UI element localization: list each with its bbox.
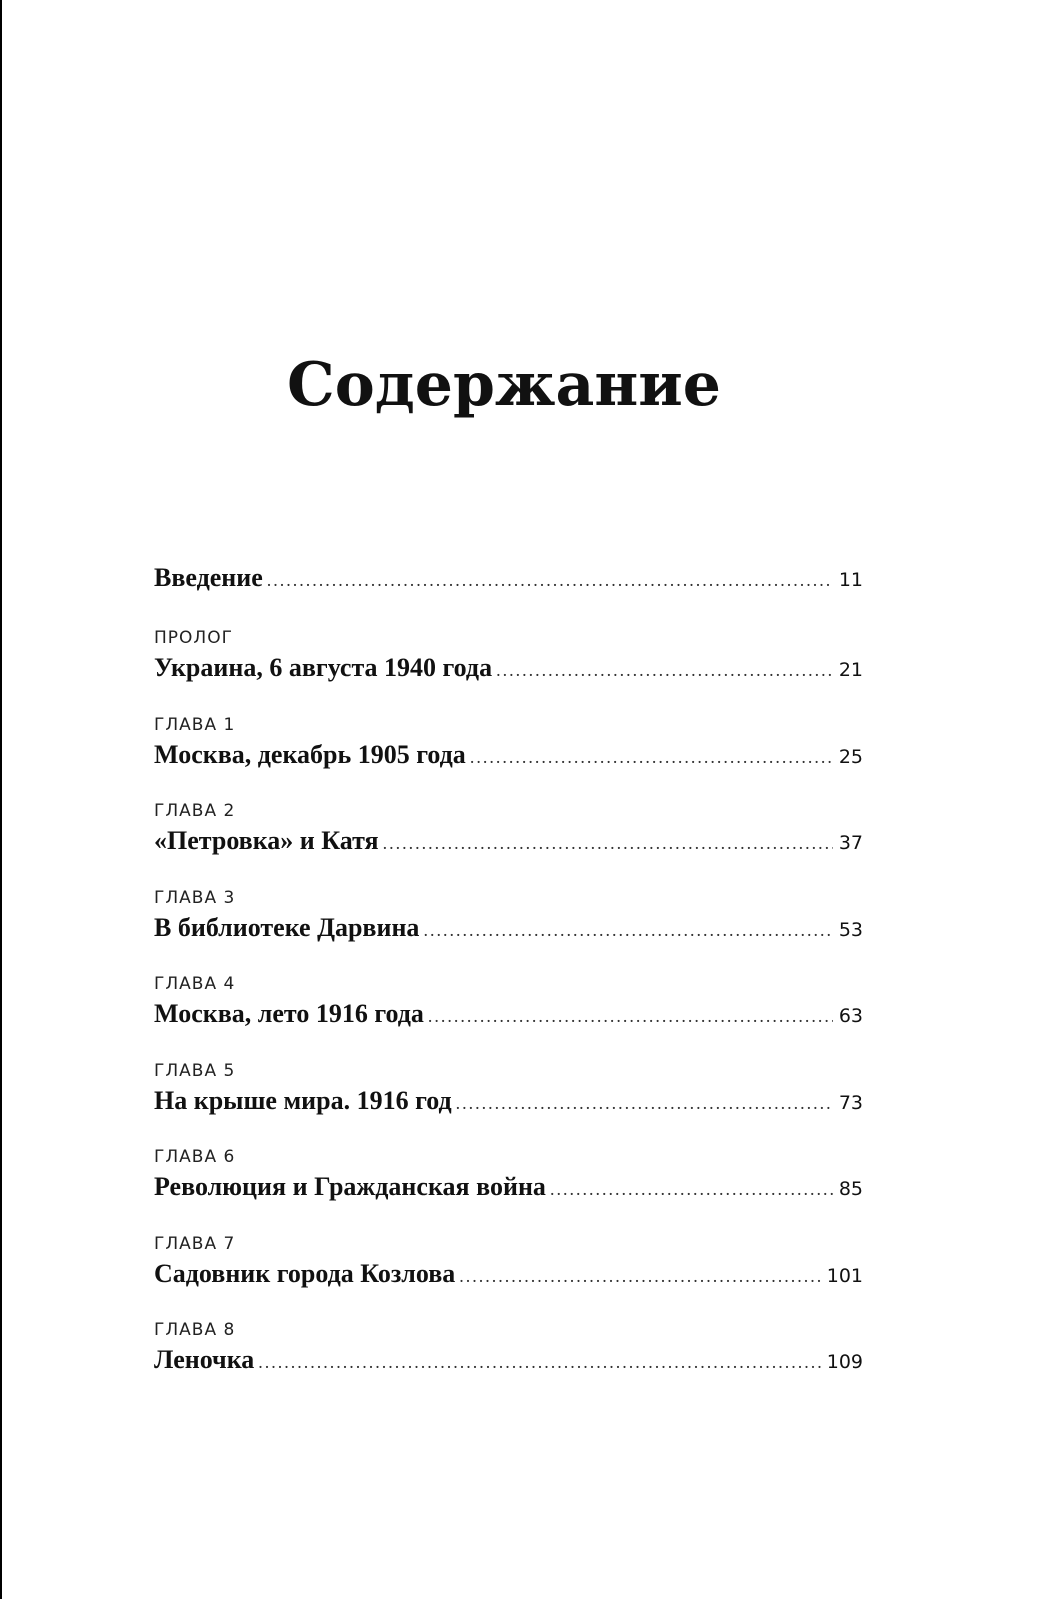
toc-entry-page-number: 63 (838, 1005, 863, 1027)
dot-leader (423, 920, 832, 941)
toc-entry-page-number: 11 (838, 569, 863, 591)
dot-leader (496, 660, 833, 681)
toc-entry-chapter-4[interactable] (154, 974, 863, 1030)
toc-entry-title: На крыше мира. 1916 год (154, 1086, 452, 1115)
toc-entry-prologue[interactable] (154, 628, 863, 684)
toc-entry-line (154, 1258, 863, 1290)
toc-entry-page-number: 101 (826, 1265, 863, 1287)
toc-entry-page-number: 53 (838, 919, 863, 941)
dot-leader (383, 833, 833, 854)
toc-entry-line (154, 1085, 863, 1117)
toc-entry-title: Введение (154, 563, 263, 592)
dot-leader (550, 1179, 833, 1200)
toc-entry-page-number: 73 (838, 1092, 863, 1114)
toc-entry-line (154, 825, 863, 857)
toc-entry-label: ГЛАВА 4 (154, 974, 236, 994)
toc-entry-page-number: 37 (838, 832, 863, 854)
dot-leader (267, 570, 833, 591)
toc-entry-chapter-8[interactable] (154, 1320, 863, 1376)
toc-entry-label: ГЛАВА 2 (154, 801, 236, 821)
toc-entry-chapter-1[interactable] (154, 715, 863, 771)
page-title: Содержание (287, 350, 721, 420)
toc-entry-label: ГЛАВА 3 (154, 888, 236, 908)
toc-entry-page-number: 109 (826, 1351, 863, 1373)
toc-entry-label: ГЛАВА 7 (154, 1234, 236, 1254)
toc-entry-page-number: 85 (838, 1178, 863, 1200)
toc-entry-line (154, 998, 863, 1030)
toc-entry-line (154, 652, 863, 684)
toc-entry-chapter-2[interactable] (154, 801, 863, 857)
toc-entry-title: «Петровка» и Катя (154, 826, 379, 855)
toc-entry-line (154, 912, 863, 944)
toc-entry-title: Москва, декабрь 1905 года (154, 740, 466, 769)
toc-entry-chapter-6[interactable] (154, 1147, 863, 1203)
dot-leader (428, 1006, 833, 1027)
toc-entry-page-number: 25 (838, 746, 863, 768)
toc-entry-chapter-3[interactable] (154, 888, 863, 944)
dot-leader (459, 1266, 820, 1287)
toc-entry-title: Москва, лето 1916 года (154, 999, 424, 1028)
toc-entry-page-number: 21 (838, 659, 863, 681)
dot-leader (470, 747, 833, 768)
toc-entry-introduction[interactable] (154, 562, 863, 594)
toc-entry-label: ГЛАВА 6 (154, 1147, 236, 1167)
toc-entry-title: Революция и Гражданская война (154, 1172, 546, 1201)
toc-entry-chapter-5[interactable] (154, 1061, 863, 1117)
toc-entry-label: ПРОЛОГ (154, 628, 233, 648)
toc-entry-line (154, 739, 863, 771)
toc-entry-title: Садовник города Козлова (154, 1259, 456, 1288)
toc-entry-line (154, 562, 863, 594)
dot-leader (456, 1093, 833, 1114)
toc-entry-label: ГЛАВА 5 (154, 1061, 236, 1081)
dot-leader (258, 1352, 820, 1373)
toc-entry-title: В библиотеке Дарвина (154, 913, 420, 942)
toc-entry-title: Украина, 6 августа 1940 года (154, 653, 493, 682)
toc-entry-line (154, 1344, 863, 1376)
toc-entry-title: Леночка (154, 1345, 255, 1374)
toc-entry-label: ГЛАВА 8 (154, 1320, 236, 1340)
toc-entry-line (154, 1171, 863, 1203)
toc-entry-chapter-7[interactable] (154, 1234, 863, 1290)
toc-entry-label: ГЛАВА 1 (154, 715, 236, 735)
